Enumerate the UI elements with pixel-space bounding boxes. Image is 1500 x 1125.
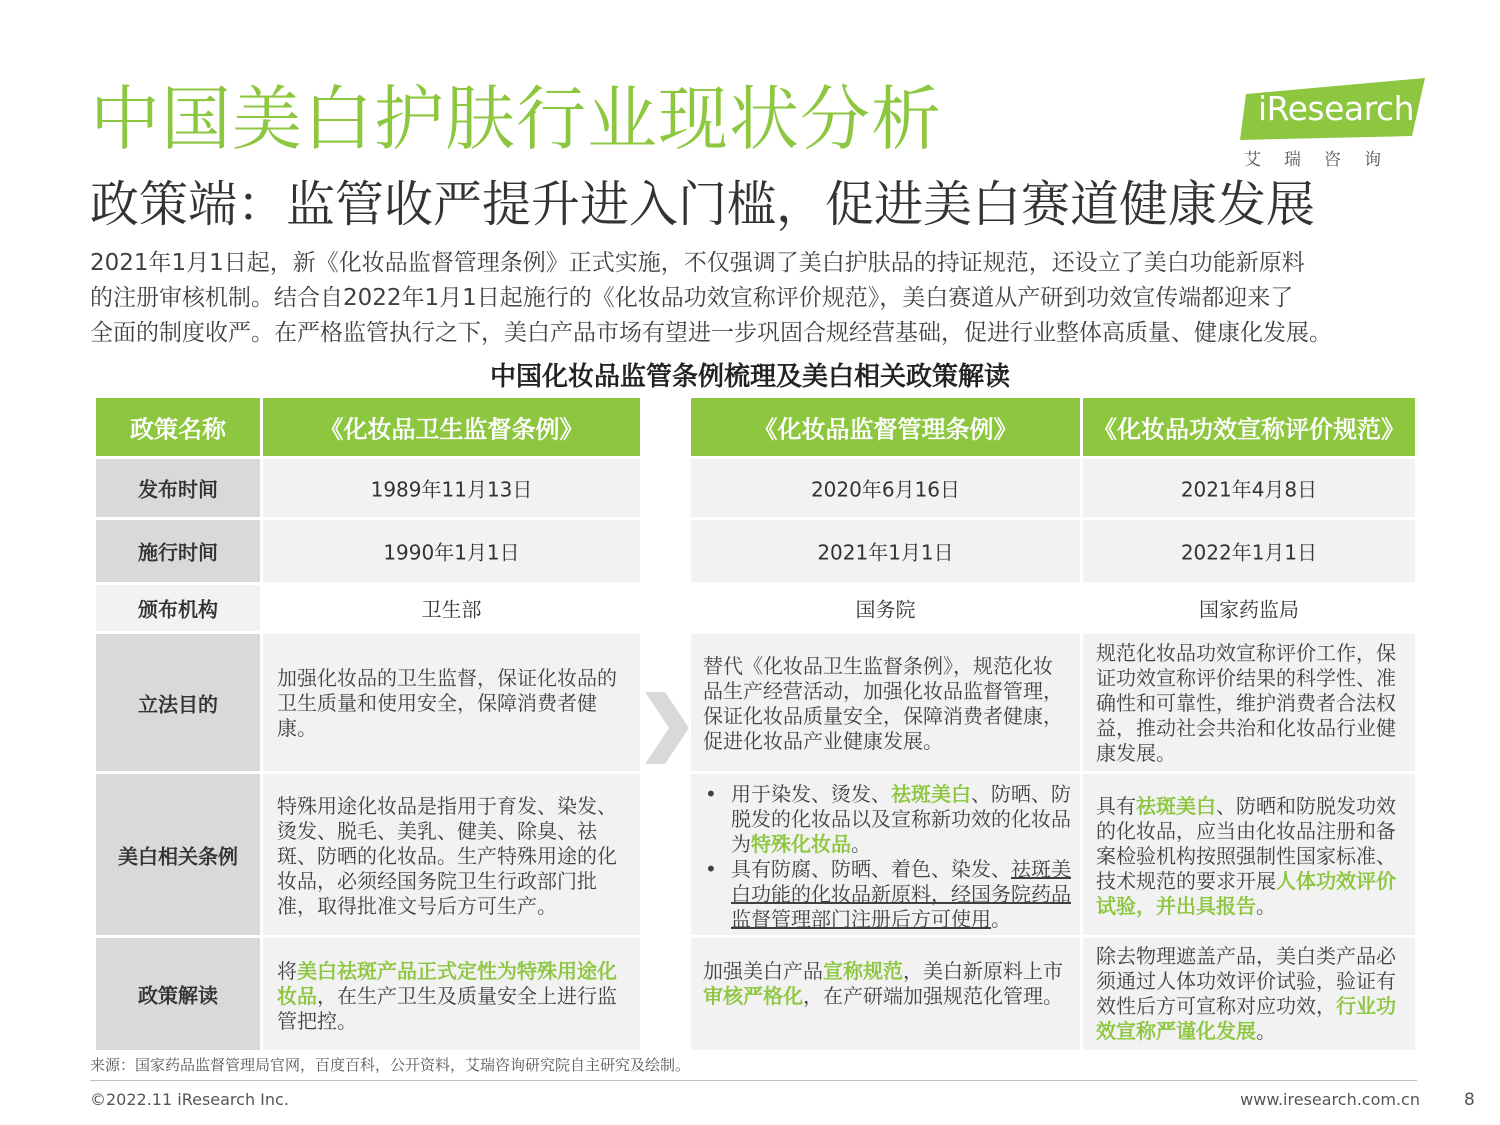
purpose-col-1: 加强化妆品的卫生监督，保证化妆品的卫生质量和使用安全，保障消费者健康。 bbox=[277, 666, 617, 740]
purpose-col-3: 规范化妆品功效宣称评价工作，保证功效宣称评价结果的科学性、准确性和可靠性，维护消费者合法权益，推动社会共治和化妆品行业健康发展。 bbox=[1096, 641, 1396, 765]
highlight-text: 祛斑美白 bbox=[891, 782, 971, 806]
effective-date-col-3: 2022年1月1日 bbox=[1180, 540, 1318, 565]
table-cell bbox=[263, 585, 640, 631]
clauses-col-2-text: 用于染发、烫发、 bbox=[731, 782, 891, 806]
issuer-col-3: 国家药监局 bbox=[1199, 597, 1299, 622]
row-label-effective: 施行时间 bbox=[138, 540, 218, 565]
table-cell bbox=[263, 459, 640, 517]
table-cell bbox=[691, 634, 1080, 771]
website-link[interactable]: www.iresearch.com.cn bbox=[1240, 1090, 1420, 1109]
highlight-text: 美白祛斑产品正式定性为特殊用途化妆品 bbox=[277, 959, 617, 1008]
publish-date-col-3: 2021年4月8日 bbox=[1180, 477, 1318, 502]
table-cell bbox=[691, 938, 1080, 1050]
page-subtitle: 政策端：监管收严提升进入门槛，促进美白赛道健康发展 bbox=[90, 176, 1316, 233]
header-label: 政策名称 bbox=[130, 415, 226, 444]
clauses-col-2-text: 。 bbox=[991, 907, 1011, 931]
row-label-publish: 发布时间 bbox=[138, 477, 218, 502]
clauses-col-2-text: 具有防腐、防晒、着色、染发、 bbox=[731, 857, 1011, 881]
table-cell bbox=[263, 634, 640, 771]
effective-date-col-2: 2021年1月1日 bbox=[817, 540, 954, 565]
interpret-col-1-text: ，在生产卫生及质量安全上进行监管把控。 bbox=[277, 984, 617, 1033]
clauses-col-2-list bbox=[703, 782, 1071, 932]
header-col-1-label: 《化妆品卫生监督条例》 bbox=[319, 415, 584, 444]
intro-paragraph: 2021年1月1日起，新《化妆品监督管理条例》正式实施，不仅强调了美白护肤品的持证规范，还设立了美白功能新原料 的注册审核机制。结合自2022年1月1日起施行的《化妆品功效宣称评价规范》，美白赛道从产研到功效宣传端都迎来了 全面的制度收严。在严格监管执行之下，美白产品市场有望进一步巩固合规经营基础，促进行业整体高质量、健康化发展。 bbox=[90, 250, 1332, 346]
issuer-col-1: 卫生部 bbox=[421, 597, 482, 622]
footer-divider bbox=[90, 1080, 1417, 1081]
clauses-col-2-text: 。 bbox=[851, 832, 871, 856]
interpret-col-3-text: 除去物理遮盖产品，美白类产品必须通过人体功效评价试验，验证有效性后方可宣称对应功效， bbox=[1096, 944, 1396, 1018]
interpret-col-3 bbox=[1096, 944, 1406, 1044]
clauses-col-3 bbox=[1096, 794, 1406, 919]
underlined-text: 祛斑美白功能的化妆品新原料，经国务院药品监督管理部门注册后方可使用 bbox=[731, 857, 1071, 931]
header-col-1 bbox=[263, 398, 640, 456]
row-label-purpose: 立法目的 bbox=[138, 692, 218, 716]
interpret-col-1-text: 将 bbox=[277, 959, 297, 983]
table-cell bbox=[263, 938, 640, 1050]
interpret-col-2-text: ，在产研端加强规范化管理。 bbox=[803, 984, 1063, 1008]
effective-date-col-1: 1990年1月1日 bbox=[383, 540, 520, 565]
clauses-col-1: 特殊用途化妆品是指用于育发、染发、烫发、脱毛、美乳、健美、除臭、祛斑、防晒的化妆品。生产特殊用途的化妆品，必须经国务院卫生行政部门批准，取得批准文号后方可生产。 bbox=[277, 794, 617, 918]
copyright: ©2022.11 iResearch Inc. bbox=[90, 1090, 289, 1109]
page-title: 中国美白护肤行业现状分析 bbox=[90, 78, 942, 160]
highlight-text: 特殊化妆品 bbox=[751, 832, 851, 856]
table-cell bbox=[1083, 634, 1415, 771]
table-cell bbox=[691, 774, 1080, 935]
interpret-col-3-text: 。 bbox=[1256, 1019, 1276, 1043]
issuer-col-2: 国务院 bbox=[855, 597, 916, 622]
header-col-2-label: 《化妆品监督管理条例》 bbox=[753, 415, 1018, 444]
clauses-col-2-text: 、防晒、防脱发的化妆品以及宣称新功效的化妆品为 bbox=[731, 782, 1071, 856]
table-cell bbox=[691, 459, 1080, 517]
table-cell bbox=[1083, 520, 1415, 582]
source-note: 来源：国家药品监督管理局官网，百度百科，公开资料，艾瑞咨询研究院自主研究及绘制。 bbox=[90, 1056, 691, 1074]
table-cell bbox=[1083, 938, 1415, 1050]
chevron-right-icon bbox=[645, 692, 689, 764]
interpret-col-2-text: ，美白新原料上市 bbox=[903, 959, 1063, 983]
clauses-col-3-text: 、防晒和防脱发功效的化妆品，应当由化妆品注册和备案检验机构按照强制性国家标准、技术规范的要求开展 bbox=[1096, 794, 1396, 893]
clauses-col-3-text: 具有 bbox=[1096, 794, 1136, 818]
row-label-publish-cell bbox=[96, 459, 260, 517]
highlight-text: 祛斑美白 bbox=[1136, 794, 1216, 818]
table-cell bbox=[263, 520, 640, 582]
header-label-cell bbox=[96, 398, 260, 456]
highlight-text: 行业功效宣称严谨化发展 bbox=[1096, 994, 1396, 1043]
iresearch-logo bbox=[1240, 78, 1425, 168]
table-cell bbox=[691, 585, 1080, 631]
publish-date-col-2: 2020年6月16日 bbox=[810, 477, 961, 502]
row-label-interpret: 政策解读 bbox=[138, 983, 218, 1008]
table-cell bbox=[691, 520, 1080, 582]
header-col-3-label: 《化妆品功效宣称评价规范》 bbox=[1093, 415, 1405, 444]
row-label-issuer: 颁布机构 bbox=[138, 597, 218, 622]
table-cell bbox=[1083, 459, 1415, 517]
logo-subtitle: 艾瑞咨询 bbox=[1244, 150, 1404, 170]
logo-wordmark: iResearch bbox=[1258, 89, 1415, 128]
header-col-3 bbox=[1083, 398, 1415, 456]
row-label-interpret-cell bbox=[96, 938, 260, 1050]
row-label-purpose-cell bbox=[96, 634, 260, 771]
purpose-col-2: 替代《化妆品卫生监督条例》，规范化妆品生产经营活动，加强化妆品监督管理，保证化妆品质量安全，保障消费者健康，促进化妆品产业健康发展。 bbox=[703, 654, 1063, 753]
interpret-col-2-text: 加强美白产品 bbox=[703, 959, 823, 983]
publish-date-col-1: 1989年11月13日 bbox=[370, 477, 533, 502]
highlight-text: 宣称规范 bbox=[823, 959, 903, 983]
table-cell bbox=[1083, 774, 1415, 935]
table-title: 中国化妆品监管条例梳理及美白相关政策解读 bbox=[489, 362, 1010, 392]
highlight-text: 人体功效评价试验，并出具报告 bbox=[1096, 869, 1396, 918]
clauses-col-3-text: 。 bbox=[1256, 894, 1276, 918]
highlight-text: 审核严格化 bbox=[703, 984, 803, 1008]
row-label-issuer-cell bbox=[96, 585, 260, 631]
interpret-col-2 bbox=[703, 959, 1069, 1009]
table-cell bbox=[263, 774, 640, 935]
list-item bbox=[703, 782, 1071, 857]
row-label-clauses: 美白相关条例 bbox=[118, 844, 238, 868]
interpret-col-1 bbox=[277, 959, 622, 1034]
list-item bbox=[703, 857, 1071, 932]
row-label-clauses-cell bbox=[96, 774, 260, 935]
table-cell bbox=[1083, 585, 1415, 631]
header-col-2 bbox=[691, 398, 1080, 456]
page-number: 8 bbox=[1464, 1090, 1475, 1110]
row-label-effective-cell bbox=[96, 520, 260, 582]
